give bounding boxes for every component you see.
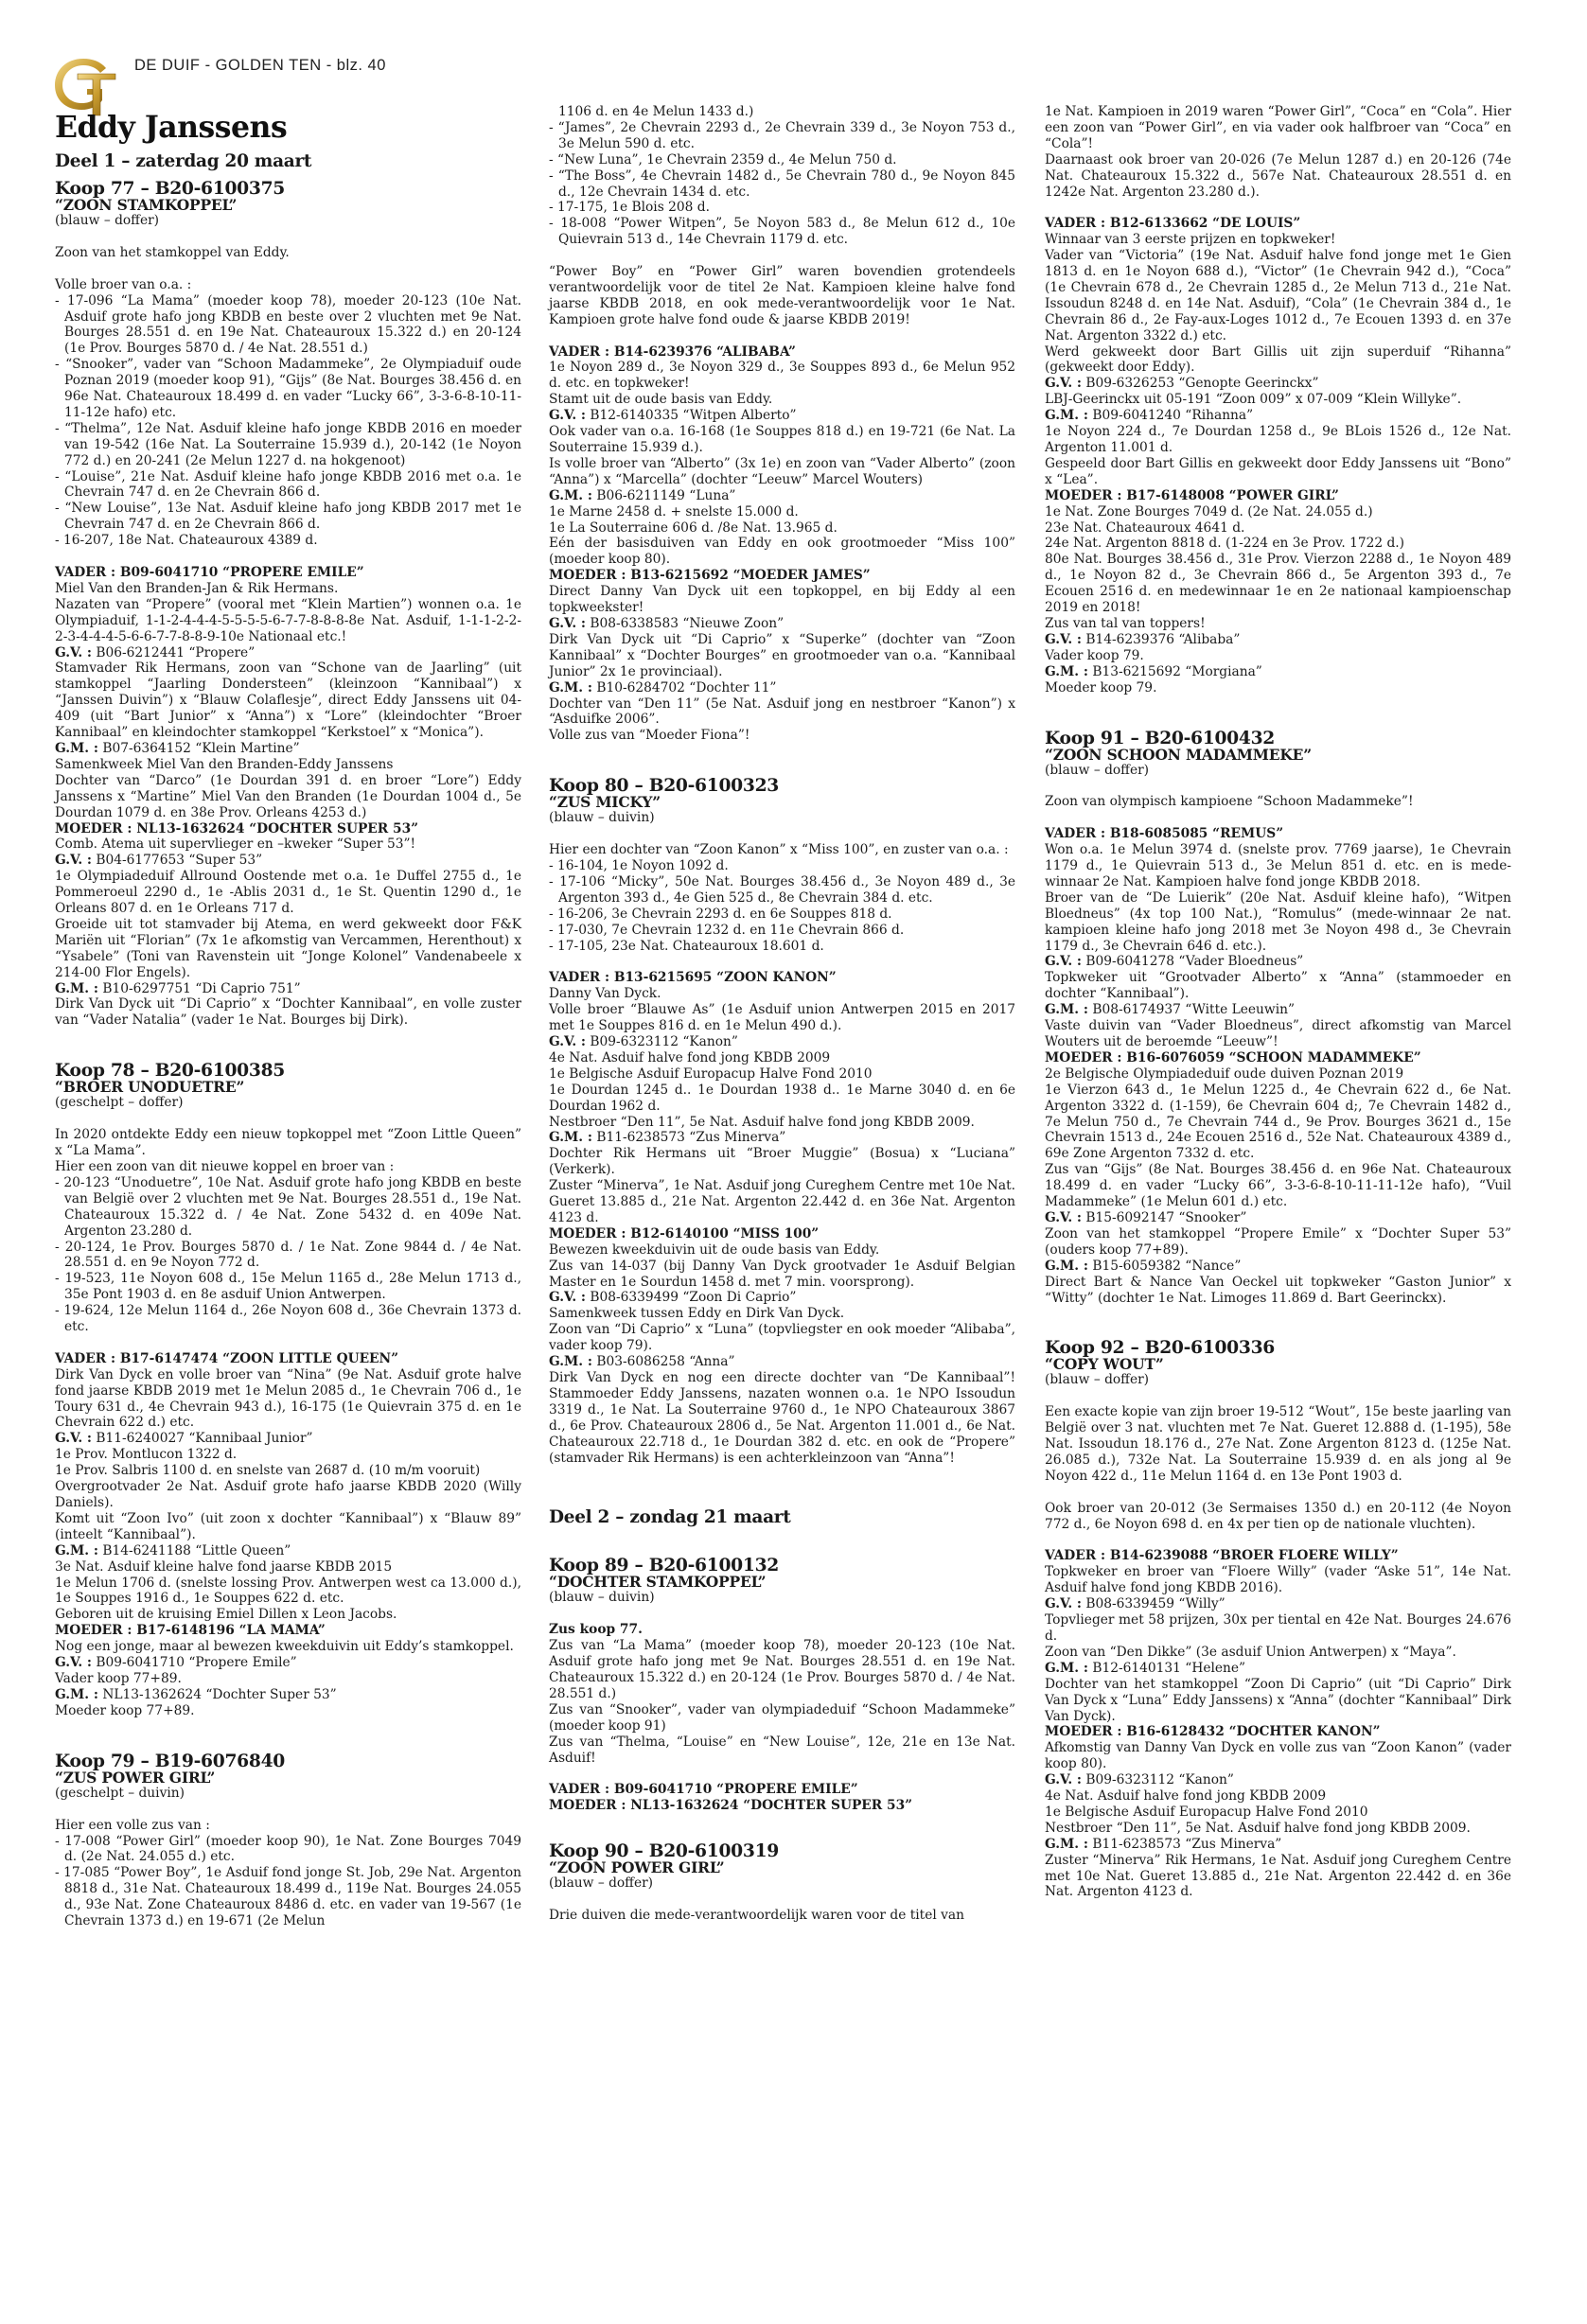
- pedigree-value: B08-6338583 “Nieuwe Zoon”: [586, 615, 785, 631]
- lot-name: “COPY WOUT”: [1045, 1355, 1164, 1374]
- paragraph: “Power Boy” en “Power Girl” waren bovendien grotendeels verantwoordelijk voor de titel 2e Nat. Kampioen kleine halve fond jaarse KBDB 2018, en ook mede-verantwoordelijk voor 1e Nat. Kampioen grote halve fond oude & jaarse KBDB 2019!: [549, 264, 1015, 327]
- list-item-text: 17-030, 7e Chevrain 1232 d. en 11e Chevrain 866 d.: [557, 922, 905, 938]
- list-item: - 20-124, 1e Prov. Bourges 5870 d. / 1e Nat. Zone 9844 d. / 4e Nat. 28.551 d. en 9e Noyon 772 d.: [55, 1239, 521, 1271]
- list-item: - 19-523, 11e Noyon 608 d., 15e Melun 1165 d., 28e Melun 1713 d., 35e Pont 1903 d. en 8e asduif Union Antwerpen.: [55, 1271, 522, 1303]
- pedigree-value: B12-6140335 “Witpen Alberto”: [586, 408, 797, 424]
- pedigree-label: G.M. :: [1045, 1258, 1088, 1274]
- lot-header: [55, 180, 521, 229]
- spacer: [549, 328, 1015, 344]
- paragraph: Volle broer “Blauwe As” (1e Asduif union Antwerpen 2015 en 2017 met 1e Souppes 816 d. en 1e Melun 490 d.).: [549, 1002, 1015, 1034]
- paragraph: Nazaten van “Propere” (vooral met “Klein Martien”) wonnen o.a. 1e Olympiaduif, 1-1-2-4-4-4-5-5-5-5-6-7-7-8-8-8-8e Nat. Asduif, 1-1-1-2-2-2-3-4-4-4-5-6-6-7-7-8-8-9-10e Nationaal etc.!: [55, 596, 521, 644]
- pedigree-line: [549, 1130, 1015, 1146]
- pedigree-value: B10-6297751 “Di Caprio 751”: [97, 980, 301, 996]
- pedigree-label: G.M. :: [1045, 1660, 1088, 1676]
- pedigree-value: B15-6092147 “Snooker”: [1082, 1209, 1247, 1225]
- paragraph: 3e Nat. Asduif kleine halve fond jaarse KBDB 2015: [55, 1558, 393, 1575]
- paragraph: Eén der basisduiven van Eddy en ook grootmoeder “Miss 100” (moeder koop 80).: [549, 536, 1015, 568]
- pedigree-line: [55, 1655, 521, 1671]
- paragraph: Drie duiven die mede-verantwoordelijk waren voor de titel van: [549, 1908, 964, 1924]
- pedigree-label: G.V. :: [1045, 1772, 1082, 1788]
- paragraph: Broer van de “De Luierik” (20e Nat. Asduif kleine hafo), “Witpen Bloedneus” (4x top 100 Nat.), “Romulus” (mede-winnaar 2e nat. kampioen kleine hafo jong 2018 met 3e Noyon 498 d., 3e Chevrain 1179 d., 3e Chevrain 646 d. etc.).: [1045, 889, 1511, 954]
- paragraph: Topkweker uit “Grootvader Alberto” x “Anna” (stammoeder en dochter “Kannibaal”).: [1045, 970, 1511, 1002]
- pedigree-heading: MOEDER : B16-6128432 “DOCHTER KANON”: [1045, 1724, 1381, 1740]
- pedigree-label: G.M. :: [1045, 1002, 1088, 1018]
- lot-title: Koop 80 – B20-6100323: [549, 775, 779, 797]
- paragraph: Zoon van “Di Caprio” x “Luna” (topvliegster en ook moeder “Alibaba”, vader koop 79).: [549, 1322, 1015, 1354]
- pedigree-line: [1045, 376, 1511, 392]
- paragraph: 1e Dourdan 1245 d.. 1e Dourdan 1938 d.. 1e Marne 3040 d. en 6e Dourdan 1962 d.: [549, 1082, 1015, 1114]
- pedigree-value: B14-6241188 “Little Queen”: [97, 1542, 291, 1558]
- lot-name: “ZOON STAMKOPPEL”: [55, 196, 238, 214]
- paragraph: In 2020 ontdekte Eddy een nieuw topkoppel met “Zoon Little Queen” x “La Mama”.: [55, 1127, 521, 1159]
- paragraph: 1e Belgische Asduif Europacup Halve Fond 2010: [1045, 1804, 1368, 1820]
- pedigree-heading: MOEDER : B13-6215692 “MOEDER JAMES”: [549, 568, 871, 584]
- pedigree-line: [1045, 664, 1511, 680]
- pedigree-label: G.M. :: [55, 1542, 98, 1558]
- list-item: - “Louise”, 21e Nat. Asduif kleine hafo jonge KBDB 2016 met o.a. 1e Chevrain 747 d. en 2e Chevrain 866 d.: [55, 468, 522, 501]
- pedigree-heading: Zus koop 77.: [549, 1622, 643, 1638]
- pedigree-line: [1045, 632, 1511, 648]
- pedigree-line: [549, 408, 1015, 424]
- paragraph: 1e Melun 1706 d. (snelste lossing Prov. Antwerpen west ca 13.000 d.), 1e Souppes 1916 d., 1e Souppes 622 d. etc.: [55, 1575, 521, 1607]
- paragraph: 1e La Souterraine 606 d. /8e Nat. 13.965 d.: [549, 519, 838, 536]
- pedigree-line: [1045, 1661, 1511, 1677]
- lot-title: Koop 79 – B19-6076840: [55, 1750, 285, 1771]
- pedigree-line: [55, 741, 521, 757]
- paragraph: Zoon van olympisch kampioene “Schoon Madammeke”!: [1045, 794, 1414, 810]
- pedigree-value: B06-6211149 “Luna”: [591, 487, 736, 503]
- spacer: [55, 261, 521, 277]
- list-item-text: 17-105, 23e Nat. Chateauroux 18.601 d.: [557, 938, 824, 954]
- paragraph: 1e Marne 2458 d. + snelste 15.000 d.: [549, 503, 799, 519]
- pedigree-label: G.V. :: [549, 1290, 586, 1306]
- pedigree-value: B15-6059382 “Nance”: [1087, 1258, 1242, 1274]
- paragraph: Zus van “La Mama” (moeder koop 78), moeder 20-123 (10e Nat. Asduif grote hafo jong met 9e Nat. Bourges 28.551 d. en 19e Nat. Chateauroux 15.322 d.) en 20-124 (1e Prov. Bourges 5870 d. / 4e Nat. 28.551 d.): [549, 1638, 1015, 1701]
- pedigree-value: B11-6238573 “Zus Minerva”: [1087, 1836, 1282, 1852]
- pedigree-heading: MOEDER : B17-6148196 “LA MAMA”: [55, 1623, 326, 1639]
- lot-name: “ZUS POWER GIRL”: [55, 1768, 216, 1787]
- paragraph: 1e Noyon 289 d., 3e Noyon 329 d., 3e Souppes 893 d., 6e Melun 952 d. etc. en topkweker!: [549, 360, 1015, 392]
- list-item: - “James”, 2e Chevrain 2293 d., 2e Chevrain 339 d., 3e Noyon 753 d., 3e Melun 590 d. etc.: [549, 119, 1015, 151]
- pedigree-value: B09-6323112 “Kanon”: [1082, 1772, 1234, 1788]
- pedigree-value: B07-6364152 “Klein Martine”: [97, 740, 300, 756]
- list-item-text: “Thelma”, 12e Nat. Asduif kleine hafo jonge KBDB 2016 en moeder van 19-542 (16e Nat. La Souterraine 15.939 d.), 20-142 (1e Noyon 772 d.) en 20-241 (2e Melun 1227 d. na hokgenoot): [64, 420, 521, 468]
- paragraph: 4e Nat. Asduif halve fond jong KBDB 2009: [549, 1049, 831, 1065]
- pedigree-heading: VADER : B09-6041710 “PROPERE EMILE”: [55, 565, 364, 580]
- paragraph: 1e Belgische Asduif Europacup Halve Fond 2010: [549, 1065, 873, 1082]
- lot-description: (blauw – duivin): [549, 810, 655, 826]
- section-heading: Deel 1 – zaterdag 20 maart: [55, 151, 312, 171]
- spacer: [1045, 1485, 1511, 1501]
- list-item: - 17-008 “Power Girl” (moeder koop 90), 1e Nat. Zone Bourges 7049 d. (2e Nat. 24.055 d.) etc.: [55, 1833, 521, 1865]
- list-item-text: 17-175, 1e Blois 208 d.: [557, 200, 710, 216]
- paragraph: Dirk Van Dyck en volle broer van “Nina” (9e Nat. Asduif grote halve fond jaarse KBDB 2019 met 1e Melun 2085 d., 1e Chevrain 706 d., 1e Toury 631 d., 4e Chevrain 943 d.), 16-175 (1e Quievrain 375 d. en 1e Chevrain 622 d.) etc.: [55, 1366, 521, 1431]
- paragraph: Ook broer van 20-012 (3e Sermaises 1350 d.) en 20-112 (4e Noyon 772 d., 6e Noyon 698 d. en 4x per tien op de nationale vluchten).: [1045, 1500, 1511, 1532]
- list-item: - 17-030, 7e Chevrain 1232 d. en 11e Chevrain 866 d.: [549, 922, 905, 938]
- pedigree-line: [55, 645, 521, 661]
- paragraph: Dochter van “Darco” (1e Dourdan 391 d. en broer “Lore”) Eddy Janssens x “Martine” Miel Van den Branden (1e Dourdan 1004 d., 5e Dourdan 1079 d. en 38e Prov. Orleans 4253 d.): [55, 772, 521, 820]
- list-item-text: 19-624, 12e Melun 1164 d., 26e Noyon 608 d., 36e Chevrain 1373 d. etc.: [63, 1303, 522, 1335]
- paragraph: Dochter van “Den 11” (5e Nat. Asduif jong en nestbroer “Kanon”) x “Asduifke 2006”.: [549, 695, 1015, 728]
- paragraph: Winnaar van 3 eerste prijzen en topkweker!: [1045, 232, 1336, 248]
- paragraph: Groeide uit tot stamvader bij Atema, en werd gekweekt door F&K Mariën uit “Florian” (7x 1e afkomstig van Vercammen, Herenthout) x “Ysabele” (Toni van Ravenstein uit “Jonge Kolonel” Vandenabeele x 214-00 Flor Engels).: [55, 916, 521, 980]
- pedigree-line: [1045, 408, 1511, 424]
- paragraph: 1e Noyon 224 d., 7e Dourdan 1258 d., 9e BLois 1526 d., 12e Nat. Argenton 11.001 d.: [1045, 424, 1511, 456]
- pedigree-value: B14-6239376 “Alibaba”: [1082, 631, 1241, 647]
- paragraph: Ook vader van o.a. 16-168 (1e Souppes 818 d.) en 19-721 (6e Nat. La Souterraine 15.939 d.).: [549, 424, 1015, 455]
- paragraph: Zuster “Minerva”, 1e Nat. Asduif jong Cureghem Centre met 10e Nat. Gueret 13.885 d., 21e Nat. Argenton 22.442 d. en 36e Nat. Argenton 4123 d.: [549, 1178, 1015, 1225]
- list-item: - “The Boss”, 4e Chevrain 1482 d., 5e Chevrain 780 d., 9e Noyon 845 d., 12e Chevrain 1434 d. etc.: [549, 167, 1016, 200]
- pedigree-line: [549, 1290, 1015, 1306]
- pedigree-heading: MOEDER : B16-6076059 “SCHOON MADAMMEKE”: [1045, 1049, 1421, 1065]
- pedigree-label: G.V. :: [1045, 954, 1082, 970]
- pedigree-label: G.V. :: [1045, 631, 1082, 647]
- paragraph: 80e Nat. Bourges 38.456 d., 31e Prov. Vierzon 2288 d., 1e Noyon 489 d., 1e Noyon 82 d., 3e Chevrain 866 d., 5e Argenton 393 d., 7e Ecouen 2516 d. en medewinnaar 1e en 2e nationaal kampioenschap 2019 en 2018!: [1045, 552, 1511, 616]
- paragraph: Dochter Rik Hermans uit “Broer Muggie” (Bosua) x “Luciana” (Verkerk).: [549, 1146, 1015, 1178]
- pedigree-heading: VADER : B12-6133662 “DE LOUIS”: [1045, 216, 1301, 232]
- pedigree-line: [1045, 1259, 1511, 1275]
- paragraph: Bewezen kweekduivin uit de oude basis van Eddy.: [549, 1241, 880, 1258]
- list-item-text: 16-104, 1e Noyon 1092 d.: [557, 858, 729, 874]
- lot-description: (geschelpt – doffer): [55, 1095, 184, 1111]
- pedigree-value: B09-6041278 “Vader Bloedneus”: [1082, 954, 1304, 970]
- pedigree-line: [1045, 1772, 1511, 1788]
- paragraph: Hier een volle zus van :: [55, 1817, 210, 1833]
- paragraph: Dochter van het stamkoppel “Zoon Di Caprio” (uit “Di Caprio” Dirk Van Dyck x “Luna” Eddy Janssens) x “Anna” (dochter “Kannibaal” Dirk Van Dyck).: [1045, 1676, 1511, 1724]
- paragraph: 2e Belgische Olympiadeduif oude duiven Poznan 2019: [1045, 1065, 1404, 1082]
- lot-header: [55, 1752, 521, 1802]
- lot-name: “BROER UNODUETRE”: [55, 1078, 245, 1097]
- lot-title: Koop 78 – B20-6100385: [55, 1060, 285, 1082]
- pedigree-label: G.M. :: [549, 487, 592, 503]
- lot-description: (blauw – doffer): [1045, 762, 1150, 778]
- paragraph: 24e Nat. Argenton 8818 d. (1-224 en 3e Prov. 1722 d.): [1045, 536, 1405, 552]
- pedigree-label: G.V. :: [1045, 1596, 1082, 1612]
- paragraph: Komt uit “Zoon Ivo” (uit zoon x dochter “Kannibaal”) x “Blauw 89” (inteelt “Kannibaal”).: [55, 1510, 521, 1542]
- lot-name: “ZOON POWER GIRL”: [549, 1858, 725, 1877]
- pedigree-value: B08-6339459 “Willy”: [1082, 1596, 1226, 1612]
- paragraph: Is volle broer van “Alberto” (3x 1e) en zoon van “Vader Alberto” (zoon “Anna”) x “Marcella” (dochter “Leeuw” Marcel Wouters): [549, 455, 1015, 487]
- list-item-text: 19-523, 11e Noyon 608 d., 15e Melun 1165 d., 28e Melun 1713 d., 35e Pont 1903 d. en 8e asduif Union Antwerpen.: [64, 1271, 522, 1303]
- pedigree-line: [1045, 1596, 1511, 1612]
- pedigree-heading: MOEDER : NL13-1632624 “DOCHTER SUPER 53”: [55, 820, 419, 836]
- pedigree-value: B08-6339499 “Zoon Di Caprio”: [586, 1290, 797, 1306]
- list-item: - 20-123 “Unoduetre”, 10e Nat. Asduif grote hafo jong KBDB en beste van België over 2 vluchten met 9e Nat. Bourges 28.551 d., 19e Nat. Chateauroux 15.322 d. / 4e Nat. Zone 5432 d. en 409e Nat. Argenton 23.280 d.: [55, 1174, 521, 1239]
- lot-header: [549, 777, 1015, 826]
- list-item: - 17-096 “La Mama” (moeder koop 78), moeder 20-123 (10e Nat. Asduif grote hafo jong KBDB en beste over 2 vluchten met 9e Nat. Bourges 28.551 d. en 19e Nat. Chateauroux 15.322 d.) en 20-124 (1e Prov. Bourges 5870 d. / 4e Nat. 28.551 d.): [55, 292, 522, 357]
- list-item-text: 17-096 “La Mama” (moeder koop 78), moeder 20-123 (10e Nat. Asduif grote hafo jong KBDB en beste over 2 vluchten met 9e Nat. Bourges 28.551 d. en 19e Nat. Chateauroux 15.322 d.) en 20-124 (1e Prov. Bourges 5870 d. / 4e Nat. 28.551 d.): [64, 292, 522, 357]
- paragraph: Hier een dochter van “Zoon Kanon” x “Miss 100”, en zuster van o.a. :: [549, 842, 1009, 858]
- pedigree-label: G.M. :: [549, 679, 592, 695]
- list-item: - 17-106 “Micky”, 50e Nat. Bourges 38.456 d., 3e Noyon 489 d., 3e Argenton 393 d., 4e Gien 525 d., 8e Chevrain 384 d. etc.: [549, 873, 1016, 906]
- paragraph: 1e Prov. Salbris 1100 d. en snelste van 2687 d. (10 m/m vooruit): [55, 1463, 481, 1479]
- list-item-text: “New Luna”, 1e Chevrain 2359 d., 4e Melun 750 d.: [557, 151, 897, 167]
- pedigree-label: G.M. :: [55, 980, 98, 996]
- pedigree-heading: VADER : B09-6041710 “PROPERE EMILE”: [549, 1782, 858, 1798]
- spacer: [1045, 1533, 1511, 1549]
- list-item: - “Snooker”, vader van “Schoon Madammeke”, 2e Olympiaduif oude Poznan 2019 (moeder koop 91), “Gijs” (8e Nat. Bourges 38.456 d. en 96e Nat. Chateauroux 18.499 d. en vader “Lucky 66”, 3-3-6-8-10-11-11-12e hafo) etc.: [55, 357, 521, 420]
- pedigree-label: G.V. :: [549, 408, 586, 424]
- list-item-text: “Snooker”, vader van “Schoon Madammeke”, 2e Olympiaduif oude Poznan 2019 (moeder koop 91), “Gijs” (8e Nat. Bourges 38.456 d. en 96e Nat. Chateauroux 18.499 d. en vader “Lucky 66”, 3-3-6-8-10-11-11-12e hafo) etc.: [64, 357, 521, 420]
- paragraph: Zus van “Snooker”, vader van olympiadeduif “Schoon Madammeke” (moeder koop 91): [549, 1701, 1015, 1734]
- paragraph: Stamt uit de oude basis van Eddy.: [549, 392, 773, 408]
- paragraph: Geboren uit de kruising Emiel Dillen x Leon Jacobs.: [55, 1607, 397, 1623]
- paragraph: Dirk Van Dyck uit “Di Caprio” x “Dochter Kannibaal”, en volle zuster van “Vader Natalia” (vader 1e Nat. Bourges bij Dirk).: [55, 996, 521, 1029]
- paragraph: Topvlieger met 58 prijzen, 30x per tiental en 42e Nat. Bourges 24.676 d.: [1045, 1612, 1511, 1644]
- pedigree-line: [55, 1431, 521, 1447]
- lot-description: (geschelpt – duivin): [55, 1785, 185, 1801]
- pedigree-line: [55, 981, 521, 997]
- pedigree-label: G.V. :: [55, 1655, 92, 1671]
- paragraph: Overgrootvader 2e Nat. Asduif grote hafo jaarse KBDB 2020 (Willy Daniels).: [55, 1479, 521, 1511]
- paragraph: Direct Bart & Nance Van Oeckel uit topkweker “Gaston Junior” x “Witty” (dochter 1e Nat. Limoges 11.869 d. Bart Geerinckx).: [1045, 1274, 1511, 1306]
- lot-header: [1045, 1339, 1511, 1388]
- paragraph: Miel Van den Branden-Jan & Rik Hermans.: [55, 580, 339, 596]
- pedigree-line: [1045, 1210, 1511, 1226]
- lot-header: [1045, 727, 1511, 779]
- pedigree-label: G.M. :: [549, 1130, 592, 1146]
- pedigree-label: G.V. :: [549, 1033, 586, 1049]
- list-item-text: 20-124, 1e Prov. Bourges 5870 d. / 1e Nat. Zone 9844 d. / 4e Nat. 28.551 d. en 9e Noyon 772 d.: [64, 1239, 521, 1271]
- list-item: - “New Luna”, 1e Chevrain 2359 d., 4e Melun 750 d.: [549, 151, 897, 167]
- paragraph: 1e Nat. Zone Bourges 7049 d. (2e Nat. 24.055 d.): [1045, 503, 1373, 519]
- paragraph: Samenkweek tussen Eddy en Dirk Van Dyck.: [549, 1306, 845, 1322]
- paragraph: Nog een jonge, maar al bewezen kweekduivin uit Eddy’s stamkoppel.: [55, 1639, 514, 1655]
- paragraph: Topkweker en broer van “Floere Willy” (vader “Aske 51”, 14e Nat. Asduif halve fond jong KBDB 2016).: [1045, 1564, 1511, 1596]
- list-item: - 16-104, 1e Noyon 1092 d.: [549, 858, 729, 874]
- pedigree-heading: MOEDER : NL13-1632624 “DOCHTER SUPER 53”: [549, 1798, 913, 1814]
- pedigree-line: [55, 853, 521, 869]
- lot-header: [549, 1557, 1015, 1606]
- pedigree-value: B10-6284702 “Dochter 11”: [591, 679, 777, 695]
- pedigree-heading: VADER : B14-6239376 “ALIBABA”: [549, 343, 796, 360]
- paragraph: Comb. Atema uit supervlieger en –kweker “Super 53”!: [55, 836, 416, 853]
- pedigree-value: B04-6177653 “Super 53”: [92, 853, 263, 869]
- pedigree-line: [549, 680, 1015, 696]
- paragraph: Direct Danny Van Dyck uit een topkoppel, en bij Eddy al een topkweekster!: [549, 584, 1015, 616]
- lot-description: (blauw – doffer): [55, 213, 160, 228]
- paragraph: LBJ-Geerinckx uit 05-191 “Zoon 009” x 07-009 “Klein Willyke”.: [1045, 392, 1462, 408]
- paragraph: Zus van “Gijs” (8e Nat. Bourges 38.456 d. en 96e Nat. Chateauroux 18.499 d. en vader “Lucky 66”, 3-3-6-8-10-11-11-12e hafo), “Vuil Madammeke” (1e Melun 601 d.) etc.: [1045, 1162, 1511, 1210]
- paragraph: Stamvader Rik Hermans, zoon van “Schone van de Jaarling” (uit stamkoppel “Jaarling Dondersteen” (kleinzoon “Kannibaal”) x “Janssen Duivin”) x “Blauw Colaflesje”, direct Eddy Janssens uit 04-409 (uit “Bart Junior” x “Anna”) x “Lore” (kleindochter “Broer Kannibaal” en kleindochter stamkoppel “Kerkstoel” x “Monica”).: [55, 660, 521, 741]
- lot-description: (blauw – doffer): [549, 1875, 654, 1892]
- pedigree-value: B11-6238573 “Zus Minerva”: [591, 1130, 786, 1146]
- lot-name: “DOCHTER STAMKOPPEL”: [549, 1573, 767, 1592]
- paragraph: Nestbroer “Den 11”, 5e Nat. Asduif halve fond jong KBDB 2009.: [549, 1114, 975, 1130]
- column-2: [549, 104, 1015, 1924]
- paragraph: Vader koop 79.: [1045, 647, 1144, 663]
- pedigree-value: B09-6041710 “Propere Emile”: [92, 1655, 297, 1671]
- spacer: [1045, 200, 1511, 216]
- pedigree-value: B08-6174937 “Witte Leeuwin”: [1087, 1002, 1296, 1018]
- paragraph: 23e Nat. Chateauroux 4641 d.: [1045, 519, 1245, 536]
- pedigree-line: [1045, 1837, 1511, 1853]
- header-text: DE DUIF - GOLDEN TEN - blz. 40: [134, 57, 386, 74]
- paragraph: Moeder koop 79.: [1045, 679, 1157, 695]
- list-item: - 16-207, 18e Nat. Chateauroux 4389 d.: [55, 533, 318, 549]
- pedigree-heading: VADER : B14-6239088 “BROER FLOERE WILLY”: [1045, 1548, 1399, 1564]
- paragraph: 1106 d. en 4e Melun 1433 d.): [558, 104, 754, 119]
- pedigree-label: G.M. :: [1045, 663, 1088, 679]
- pedigree-value: NL13-1362624 “Dochter Super 53”: [97, 1686, 337, 1702]
- list-item-text: 20-123 “Unoduetre”, 10e Nat. Asduif grote hafo jong KBDB en beste van België over 2 vluchten met 9e Nat. Bourges 28.551 d., 19e Nat. Chateauroux 15.322 d. / 4e Nat. Zone 5432 d. en 409e Nat. Argenton 23.280 d.: [63, 1174, 521, 1239]
- spacer: [549, 1767, 1015, 1783]
- pedigree-heading: MOEDER : B12-6140100 “MISS 100”: [549, 1225, 820, 1241]
- list-item: - 17-175, 1e Blois 208 d.: [549, 200, 710, 216]
- paragraph: Danny Van Dyck.: [549, 986, 661, 1002]
- pedigree-label: G.V. :: [55, 1431, 92, 1447]
- list-item: - 19-624, 12e Melun 1164 d., 26e Noyon 608 d., 36e Chevrain 1373 d. etc.: [55, 1303, 522, 1335]
- pedigree-label: G.M. :: [55, 740, 98, 756]
- pedigree-value: B03-6086258 “Anna”: [591, 1354, 735, 1370]
- pedigree-heading: VADER : B17-6147474 “ZOON LITTLE QUEEN”: [55, 1350, 399, 1366]
- paragraph: Vaste duivin van “Vader Bloedneus”, direct afkomstig van Marcel Wouters uit de beroemde “Leeuw”!: [1045, 1018, 1511, 1049]
- lot-name: “ZOON SCHOON MADAMMEKE”: [1045, 745, 1312, 764]
- paragraph: Hier een zoon van dit nieuwe koppel en broer van :: [55, 1159, 395, 1174]
- list-item-text: 17-085 “Power Boy”, 1e Asduif fond jonge St. Job, 29e Nat. Argenton 8818 d., 31e Nat. Chateauroux 18.499 d., 119e Nat. Bourges 24.055 d., 93e Nat. Zone Chateauroux 8486 d. etc. en vader van 19-567 (1e Chevrain 1373 d.) en 19-671 (2e Melun: [63, 1865, 521, 1929]
- pedigree-heading: VADER : B13-6215695 “ZOON KANON”: [549, 970, 837, 986]
- paragraph: Moeder koop 77+89.: [55, 1702, 195, 1718]
- paragraph: Vader koop 77+89.: [55, 1670, 182, 1686]
- column-3: [1045, 104, 1511, 1900]
- paragraph: 4e Nat. Asduif halve fond jong KBDB 2009: [1045, 1788, 1327, 1805]
- pedigree-label: G.M. :: [1045, 408, 1088, 424]
- paragraph: Zus van “Thelma, “Louise” en “New Louise”, 12e, 21e en 13e Nat. Asduif!: [549, 1734, 1015, 1766]
- lot-description: (blauw – doffer): [1045, 1372, 1150, 1388]
- lot-header: [55, 1062, 521, 1111]
- list-item-text: “Louise”, 21e Nat. Asduif kleine hafo jonge KBDB 2016 met o.a. 1e Chevrain 747 d. en 2e Chevrain 866 d.: [64, 468, 522, 501]
- pedigree-line: [549, 616, 1015, 632]
- paragraph: 1e Olympiadeduif Allround Oostende met o.a. 1e Duffel 2755 d., 1e Pommeroeul 2290 d., 1e -Ablis 2031 d., 1e St. Quentin 1290 d., 1e Orleans 807 d. en 1e Orleans 717 d.: [55, 869, 521, 917]
- lot-title: Koop 92 – B20-6100336: [1045, 1337, 1275, 1359]
- pedigree-line: [549, 488, 1015, 504]
- list-item: - 17-085 “Power Boy”, 1e Asduif fond jonge St. Job, 29e Nat. Argenton 8818 d., 31e Nat. Chateauroux 18.499 d., 119e Nat. Bourges 24.055 d., 93e Nat. Zone Chateauroux 8486 d. etc. en vader van 19-567 (1e Chevrain 1373 d.) en 19-671 (2e Melun: [55, 1865, 521, 1929]
- list-item-text: “The Boss”, 4e Chevrain 1482 d., 5e Chevrain 780 d., 9e Noyon 845 d., 12e Chevrain 1434 d. etc.: [557, 167, 1016, 200]
- lot-title: Koop 91 – B20-6100432: [1045, 727, 1275, 748]
- pedigree-label: G.M. :: [55, 1686, 98, 1702]
- pedigree-value: B09-6323112 “Kanon”: [586, 1033, 738, 1049]
- list-item-text: 18-008 “Power Witpen”, 5e Noyon 583 d., 8e Melun 612 d., 10e Quievrain 513 d., 14e Chevrain 1179 d. etc.: [558, 216, 1015, 248]
- paragraph: Zus van 14-037 (bij Danny Van Dyck grootvader 1e Asduif Belgian Master en 1e Sourdun 1458 d. met 7 min. voorsprong).: [549, 1258, 1015, 1290]
- paragraph: Werd gekweekt door Bart Gillis uit zijn superduif “Rihanna” (gekweekt door Eddy).: [1045, 343, 1511, 376]
- pedigree-line: [55, 1543, 521, 1559]
- list-item-text: 16-207, 18e Nat. Chateauroux 4389 d.: [63, 533, 318, 549]
- paragraph: 1e Vierzon 643 d., 1e Melun 1225 d., 4e Chevrain 622 d., 6e Nat. Argenton 3322 d. (1-159), 6e Chevrain 604 d;, 7e Chevrain 1482 d., 7e Melun 750 d., 7e Chevrain 744 d., 9e Prov. Bourges 3621 d., 15e Chevrain 1513 d., 24e Ecouen 2516 d., 52e Nat. Chateauroux 4389 d., 69e Zone Argenton 7332 d. etc.: [1045, 1082, 1511, 1162]
- paragraph: Volle zus van “Moeder Fiona”!: [549, 728, 750, 744]
- lot-title: Koop 89 – B20-6100132: [549, 1555, 779, 1576]
- paragraph: Daarnaast ook broer van 20-026 (7e Melun 1287 d.) en 20-126 (74e Nat. Chateauroux 15.322 d., 567e Nat. Chateauroux 28.551 d. en 1242e Nat. Argenton 23.280 d.).: [1045, 151, 1511, 200]
- pedigree-line: [55, 1687, 521, 1703]
- list-item-text: 16-206, 3e Chevrain 2293 d. en 6e Souppes 818 d.: [557, 906, 892, 922]
- paragraph: Won o.a. 1e Melun 3974 d. (snelste prov. 7769 jaarse), 1e Chevrain 1179 d., 1e Quievrain 513 d., 3e Melun 851 d. etc. en is mede-winnaar 2e Nat. Kampioen halve fond jonge KBDB 2018.: [1045, 842, 1511, 889]
- pedigree-label: G.V. :: [55, 853, 92, 869]
- paragraph: 1e Nat. Kampioen in 2019 waren “Power Girl”, “Coca” en “Cola”. Hier een zoon van “Power Girl”, en via vader ook halfbroer van “Coca” en “Cola”!: [1045, 104, 1511, 151]
- list-item-text: “James”, 2e Chevrain 2293 d., 2e Chevrain 339 d., 3e Noyon 753 d., 3e Melun 590 d. etc.: [557, 119, 1015, 151]
- pedigree-line: [549, 1034, 1015, 1050]
- pedigree-value: B09-6326253 “Genopte Geerinckx”: [1082, 376, 1319, 392]
- pedigree-line: [1045, 1002, 1511, 1018]
- paragraph: Zoon van het stamkoppel van Eddy.: [55, 244, 290, 260]
- list-item-text: 17-106 “Micky”, 50e Nat. Bourges 38.456 d., 3e Noyon 489 d., 3e Argenton 393 d., 4e Gien 525 d., 8e Chevrain 384 d. etc.: [558, 873, 1016, 906]
- column-1: [55, 151, 521, 1929]
- paragraph: Volle broer van o.a. :: [55, 276, 192, 292]
- pedigree-value: B12-6140131 “Helene”: [1087, 1660, 1246, 1676]
- section-heading: Deel 2 – zondag 21 maart: [549, 1507, 791, 1528]
- paragraph: Nestbroer “Den 11”, 5e Nat. Asduif halve fond jong KBDB 2009.: [1045, 1820, 1471, 1836]
- spacer: [549, 954, 1015, 970]
- pedigree-label: G.V. :: [1045, 1209, 1082, 1225]
- pedigree-line: [549, 1354, 1015, 1370]
- list-item: - “Thelma”, 12e Nat. Asduif kleine hafo jonge KBDB 2016 en moeder van 19-542 (16e Nat. La Souterraine 15.939 d.), 20-142 (1e Noyon 772 d.) en 20-241 (2e Melun 1227 d. na hokgenoot): [55, 420, 521, 468]
- pedigree-label: G.V. :: [549, 615, 586, 631]
- pedigree-heading: VADER : B18-6085085 “REMUS”: [1045, 826, 1284, 842]
- paragraph: Zus van tal van toppers!: [1045, 615, 1206, 631]
- list-item: - “New Louise”, 13e Nat. Asduif kleine hafo jong KBDB 2017 met 1e Chevrain 747 d. en 2e Chevrain 866 d.: [55, 501, 521, 533]
- pedigree-label: G.M. :: [1045, 1836, 1088, 1852]
- pedigree-label: G.V. :: [55, 644, 92, 660]
- paragraph: Samenkweek Miel Van den Branden-Eddy Janssens: [55, 756, 394, 772]
- pedigree-value: B13-6215692 “Morgiana”: [1087, 663, 1262, 679]
- paragraph: 1e Prov. Montlucon 1322 d.: [55, 1447, 238, 1463]
- spacer: [55, 1335, 521, 1351]
- paragraph: Vader van “Victoria” (19e Nat. Asduif halve fond jonge met 1e Gien 1813 d. en 1e Noyon 688 d.), “Victor” (1e Chevrain 942 d.), “Coca” (1e Chevrain 678 d., 2e Chevrain 1285 d., 2e Melun 713 d., 21e Nat. Issoudun 8248 d. en 14e Nat. Asduif), “Cola” (1e Chevrain 384 d., 1e Chevrain 86 d., 2e Fay-aux-Loges 1012 d., 7e Ecouen 1393 d. en 37e Nat. Argenton 3322 d.) etc.: [1045, 248, 1511, 343]
- list-item: - 16-206, 3e Chevrain 2293 d. en 6e Souppes 818 d.: [549, 906, 892, 922]
- pedigree-value: B09-6041240 “Rihanna”: [1087, 408, 1254, 424]
- lot-name: “ZUS MICKY”: [549, 793, 661, 812]
- paragraph: Dirk Van Dyck uit “Di Caprio” x “Superke” (dochter van “Zoon Kannibaal” x “Dochter Bourges” en grootmoeder van o.a. “Kannibaal Junior” 2x 1e provinciaal).: [549, 631, 1015, 679]
- paragraph: Zoon van het stamkoppel “Propere Emile” x “Dochter Super 53” (ouders koop 77+89).: [1045, 1225, 1511, 1258]
- page-title: Eddy Janssens: [55, 110, 288, 145]
- lot-title: Koop 77 – B20-6100375: [55, 178, 285, 199]
- paragraph: Een exacte kopie van zijn broer 19-512 “Wout”, 15e beste jaarling van België over 3 nat. vluchten met 7e Nat. Gueret 12.888 d. (1-195), 58e Nat. Issoudun 18.176 d., 27e Nat. Zone Argenton 8123 d. (125e Nat. 26.085 d.), 732e Nat. La Souterraine 15.939 d. en als jong al 9e Noyon 422 d., 11e Melun 1164 d. en 13e Pont 1903 d.: [1045, 1404, 1511, 1484]
- pedigree-heading: MOEDER : B17-6148008 “POWER GIRL”: [1045, 487, 1339, 503]
- paragraph: Zoon van “Den Dikke” (3e asduif Union Antwerpen) x “Maya”.: [1045, 1644, 1456, 1660]
- spacer: [1045, 810, 1511, 826]
- paragraph: Zuster “Minerva” Rik Hermans, 1e Nat. Asduif jong Cureghem Centre met 10e Nat. Gueret 13.885 d., 21e Nat. Argenton 22.442 d. en 36e Nat. Argenton 4123 d.: [1045, 1852, 1511, 1900]
- pedigree-label: G.M. :: [549, 1354, 592, 1370]
- pedigree-value: B06-6212441 “Propere”: [92, 644, 256, 660]
- paragraph: Dirk Van Dyck en nog een directe dochter van “De Kannibaal”! Stammoeder Eddy Janssens, nazaten wonnen o.a. 1e NPO Issoudun 3319 d., 1e Nat. La Souterraine 9760 d., 1e NPO Chateauroux 3867 d., 6e Prov. Chateauroux 2806 d., 5e Nat. Argenton 11.001 d., 6e Nat. Chateauroux 22.718 d., 1e Dourdan 382 d. etc. en ook de “Propere” (stamvader Rik Hermans) is een achterkleinzoon van “Anna”!: [549, 1370, 1015, 1466]
- list-item-text: 17-008 “Power Girl” (moeder koop 90), 1e Nat. Zone Bourges 7049 d. (2e Nat. 24.055 d.) etc.: [64, 1833, 521, 1865]
- paragraph: Gespeeld door Bart Gillis en gekweekt door Eddy Janssens uit “Bono” x “Lea”.: [1045, 455, 1511, 487]
- spacer: [55, 549, 521, 565]
- pedigree-value: B11-6240027 “Kannibaal Junior”: [92, 1431, 313, 1447]
- list-item: - 18-008 “Power Witpen”, 5e Noyon 583 d., 8e Melun 612 d., 10e Quievrain 513 d., 14e Chevrain 1179 d. etc.: [549, 216, 1015, 248]
- pedigree-line: [1045, 954, 1511, 970]
- lot-title: Koop 90 – B20-6100319: [549, 1840, 779, 1862]
- list-item: - 17-105, 23e Nat. Chateauroux 18.601 d.: [549, 938, 824, 954]
- lot-description: (blauw – duivin): [549, 1590, 655, 1606]
- pedigree-label: G.V. :: [1045, 376, 1082, 392]
- paragraph: Afkomstig van Danny Van Dyck en volle zus van “Zoon Kanon” (vader koop 80).: [1045, 1740, 1511, 1772]
- spacer: [549, 248, 1015, 264]
- lot-header: [549, 1842, 1015, 1892]
- list-item-text: “New Louise”, 13e Nat. Asduif kleine hafo jong KBDB 2017 met 1e Chevrain 747 d. en 2e Chevrain 866 d.: [64, 501, 521, 533]
